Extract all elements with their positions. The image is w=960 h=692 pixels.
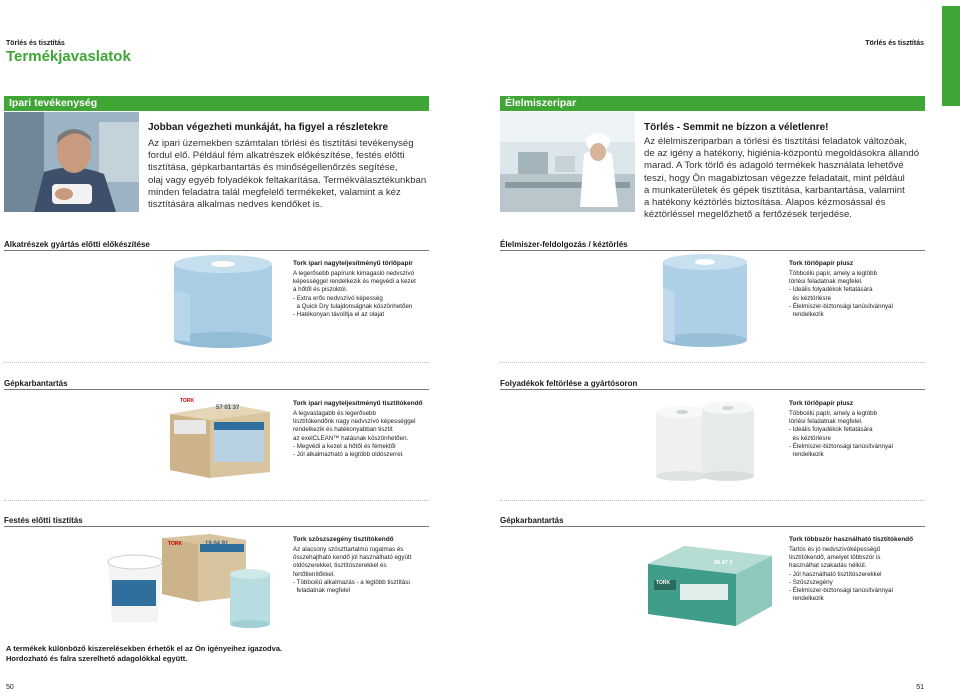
brand-label-s3: TORK [180, 398, 195, 404]
food-factory-illustration [500, 112, 635, 212]
product-line: a Quick Dry tulajdonságnak köszönhetően [293, 302, 413, 310]
product-line: - Szöszszegény [789, 578, 833, 586]
page-number-right: 51 [916, 684, 924, 691]
product-line: rendelkezik és hatékonyabban tisztít [293, 426, 393, 434]
section-heading-s3: Gépkarbantartás [4, 379, 429, 390]
separator [4, 500, 429, 501]
product-line: - Élelmiszer-biztonsági tanúsítvánnyal [789, 442, 893, 450]
product-line: - Élelmiszer-biztonsági tanúsítvánnyal [789, 587, 893, 595]
photo-industrial-worker [4, 112, 139, 212]
product-line: - Élelmiszer-biztonsági tanúsítvánnyal [789, 302, 893, 310]
worker-illustration [4, 112, 139, 212]
product-line: rendelkezik [789, 311, 824, 319]
right-intro-text [644, 136, 934, 221]
right-intro-line: de az igény a hatékony, higiénia-központú megoldásokra állandó [644, 148, 920, 160]
product-line: tisztítókendő, amelyet többször is [789, 554, 881, 562]
product-line: A legvastagabb és legerősebb [293, 410, 376, 417]
left-intro-line: Az ipari üzemekben számtalan törlési és tisztítási tevékenység [148, 138, 414, 149]
product-line: - Többcélú alkalmazás - a legtöbb tisztítási [293, 578, 410, 586]
photo-food-factory [500, 112, 635, 212]
product-s5 [293, 536, 433, 595]
footer-line: Hordozható és falra szerelhető adagolókkal együtt. [6, 654, 188, 663]
left-intro-line: fordul elő. Például fém alkatrészek előkészítése, festés előtti [148, 150, 405, 162]
product-line: törlési feladatnak megfelel. [789, 418, 863, 426]
box-code-s3: 57 01 37 [216, 405, 240, 411]
left-intro-line: tisztítása, gépkarbantartás és minőségellenőrzés segítése, [148, 162, 398, 174]
product-line: a hőtől és piszoktól. [293, 286, 348, 294]
box-code-s5: 19 04 91 [205, 541, 229, 547]
section-heading-s2: Élelmiszer-feldolgozás / kéztörlés [500, 240, 925, 251]
product-title-s3: Tork ipari nagyteljesítményű tisztítókendő [293, 400, 423, 407]
left-intro-line: minden feladatra talál megfelelő termékeket, valamint a kéz [148, 186, 401, 198]
section-heading-s5: Festés előtti tisztítás [4, 516, 429, 527]
product-text-s6 [789, 546, 939, 603]
product-title-s5: Tork szöszszegény tisztítókendő [293, 536, 394, 543]
product-line: Az alacsony szöszttartalmú rugalmas és [293, 546, 404, 553]
product-s1 [293, 260, 433, 319]
product-line: Többcélú papír, amely a legtöbb [789, 410, 878, 417]
product-line: - Ideális folyadékok feltatására [789, 286, 873, 294]
product-text-s5 [293, 546, 433, 595]
product-title-s1: Tork ipari nagyteljesítményű törlőpapír [293, 260, 413, 267]
left-intro-line: olaj vagy egyéb folyadékok feltakarítása. Termékválasztékunkban [148, 174, 427, 186]
brand-label-s5: TORK [168, 541, 183, 547]
lint-free-set-illustration [100, 532, 280, 628]
product-line: - Extra erős nedvszívó képesség [293, 294, 383, 302]
product-line: fertőtlenítőkkel. [293, 570, 335, 578]
right-intro-heading: Törlés - Semmit ne bízzon a véletlenre! [644, 122, 829, 133]
product-line: - Ideális folyadékok feltatására [789, 426, 873, 434]
right-intro-line: marad. A Tork törlő és adagoló termékek használata lehetővé [644, 160, 904, 172]
product-text-s1 [293, 270, 433, 319]
left-intro-line: tisztítására alkalmas nedves kendőket is. [148, 199, 323, 211]
section-heading-s1: Alkatrészek gyártás előtti előkészítése [4, 240, 429, 251]
footer-line: A termékek különböző kiszerelésekben érhetők el az Ön igényeihez igazodva. [6, 644, 283, 653]
product-line: A legerősebb papírunk kimagasló nedvszívó [293, 270, 415, 277]
product-line: képességgel rendelkezik és megvédi a kezet [293, 278, 416, 286]
product-text-s3 [293, 410, 433, 459]
product-title-s2: Tork törlőpapír plusz [789, 260, 854, 267]
white-rolls-illustration [650, 394, 760, 484]
green-tab-strip [942, 6, 960, 106]
product-line: használhat szakadás nélkül. [789, 562, 867, 570]
product-image-white-rolls [650, 394, 760, 484]
product-line: - Jól használható tisztítószerekkel [789, 570, 882, 578]
product-line: és kéztörlésre [789, 294, 831, 302]
product-line: Tartós és jó nedvszívóképességű [789, 546, 881, 553]
right-intro-line: a hatékony kéztörlés biztosítása. Alapos kézmosással és [644, 197, 886, 209]
product-line: - Megvédi a kezet a hőtől és fémektől [293, 442, 396, 450]
product-s2 [789, 260, 929, 319]
product-line: tisztítókendőnk nagy nedvszívó képességgel [293, 418, 416, 426]
right-intro-line: a munkaterületek és gépek tisztítása, karbantartása, valamint [644, 184, 905, 196]
blue-roll-illustration [168, 250, 278, 350]
separator [500, 500, 925, 501]
product-line: törlési feladatnak megfelel. [789, 278, 863, 286]
separator [4, 362, 429, 363]
product-line: összehajtható kendő jól használható együtt [293, 554, 412, 562]
product-image-lint-free-set [100, 532, 280, 628]
product-line: feladatnak megfelel [293, 587, 351, 595]
product-line: oldószerekkel, tisztítószerekkel és [293, 562, 387, 570]
product-line: és kéztörlésre [789, 434, 831, 442]
product-line: rendelkezik [789, 595, 824, 603]
brand-label-s6: TORK [656, 580, 671, 586]
banner-food: Élelmiszeripar [500, 96, 925, 111]
product-s3 [293, 400, 433, 459]
product-text-s2 [789, 270, 929, 319]
product-line: - Hatékonyan távolítja el az olajat [293, 311, 385, 319]
running-header-left: Törlés és tisztítás [6, 40, 65, 47]
separator [500, 362, 925, 363]
product-s4 [789, 400, 929, 459]
product-image-blue-roll [168, 250, 278, 350]
running-header-right: Törlés és tisztítás [865, 40, 924, 47]
product-image-blue-roll-plus [655, 250, 755, 350]
product-s6 [789, 536, 939, 603]
footer-note [6, 644, 282, 664]
product-line: Többcélú papír, amely a legtöbb [789, 270, 878, 277]
product-title-s6: Tork többször használható tisztítókendő [789, 536, 914, 543]
blue-roll-plus-illustration [655, 250, 755, 350]
left-intro-text [148, 138, 433, 211]
right-intro-line: kéztörléssel megelőzhető a fertőzések terjedése. [644, 209, 852, 221]
left-intro-heading: Jobban végezheti munkáját, ha figyel a részletekre [148, 122, 389, 133]
section-heading-s6: Gépkarbantartás [500, 516, 925, 527]
product-line: rendelkezik [789, 451, 824, 459]
product-text-s4 [789, 410, 929, 459]
banner-industrial: Ipari tevékenység [4, 96, 429, 111]
section-heading-s4: Folyadékok feltörlése a gyártósoron [500, 379, 925, 390]
product-line: az exelCLEAN™ hatásnak köszönhetően. [293, 434, 409, 442]
right-intro-line: teszi, hogy Ön magabiztosan végezze feladatait, mint például [644, 172, 905, 184]
page-title: Termékjavaslatok [6, 48, 131, 65]
product-title-s4: Tork törlőpapír plusz [789, 400, 854, 407]
page-number-left: 50 [6, 684, 14, 691]
right-intro-line: Az élelmiszeriparban a törlési és tisztítási feladatok változóak, [644, 136, 907, 147]
product-line: - Jól alkalmazható a legtöbb oldószerrel. [293, 451, 404, 459]
box-code-s6: 90 47 3 [714, 560, 733, 566]
